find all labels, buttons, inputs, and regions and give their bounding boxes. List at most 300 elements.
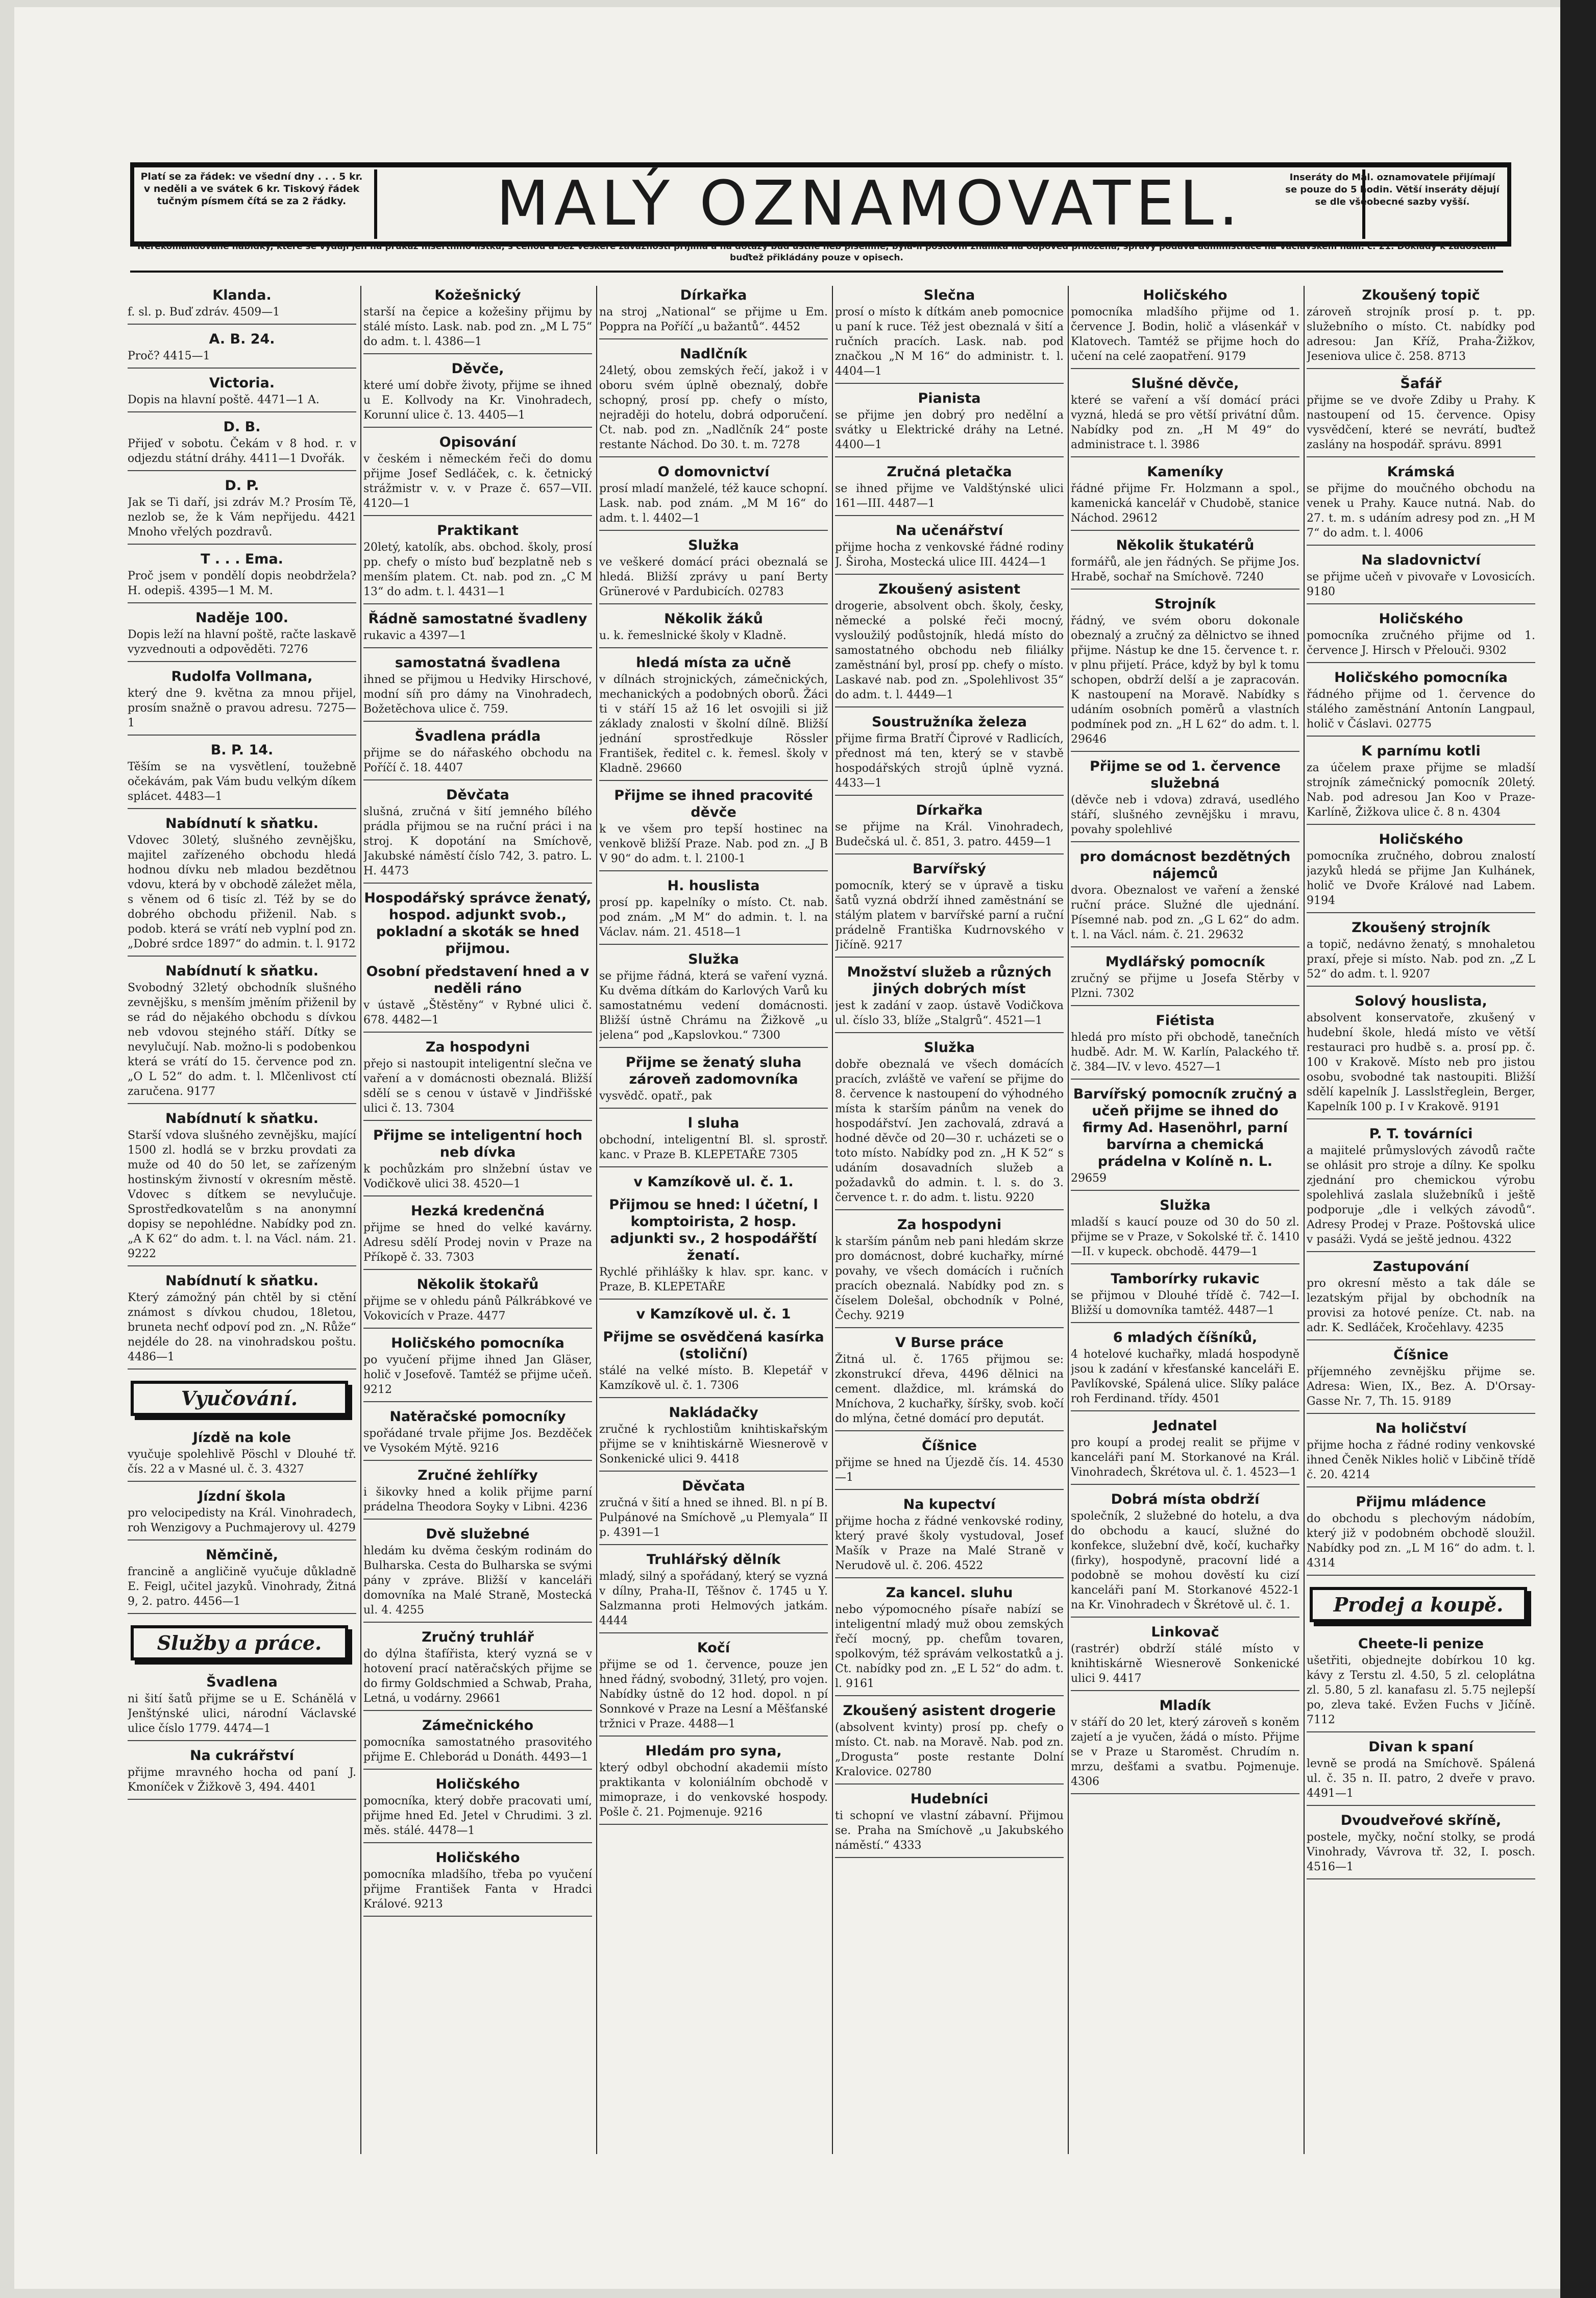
ad-heading: Nabídnutí k sňatku.	[165, 1111, 318, 1127]
ad-heading: v Kamzíkově ul. č. 1	[636, 1306, 791, 1322]
ad-text: (děvče neb i vdova) zdravá, usedlého stáří, slušného zevnějšku i mravu, povahy spolehlivé	[1071, 793, 1299, 842]
ad-heading: Holičského	[435, 1776, 520, 1792]
classified-ad	[1307, 610, 1535, 663]
ad-heading: Dírkařka	[916, 802, 983, 818]
ad-text: dvora. Obeznalost ve vaření a ženské ruční práce. Služné dle ujednání. Písemné nab. pod zn. „G L 62“ do adm. t. l. na Václ. nám. č. 21. 29632	[1071, 883, 1299, 947]
classified-ad	[599, 1329, 828, 1398]
ad-text: Žitná ul. č. 1765 přijmou se: zkonstrukcí dřeva, 4496 dělnici na cement. dlaždice, ml. krámská do Mníchova, 2 kuchařky, šíršky, svob. kočí do mlýna, četné domácí pro deputát.	[835, 1352, 1064, 1431]
ad-text: Svobodný 32letý obchodník slušného zevnějšku, s menším jměním přiženil by se rád do nějakého obchodu s dívkou neb vdovou stejného stáří. Dítky se nevylučují. Nab. možno-li s podobenkou která se vrátí do 15. července pod zn. „O L 52“ do adm. t. l. Mlčenlivost ctí zaručena. 9177	[128, 981, 356, 1104]
classified-ad	[128, 1488, 356, 1541]
ad-heading: Natěračské pomocníky	[389, 1409, 566, 1425]
ad-heading: Naděje 100.	[195, 610, 289, 626]
ad-heading: Několik štukatérů	[1116, 537, 1255, 553]
classified-ad	[1307, 1494, 1535, 1576]
ad-text: Starší vdova slušného zevnějšku, mající 1500 zl. hodlá se v brzku provdati za muže od 40 do 50 let, se zařízeným hostinským živností v okresním městě. Vdovec s dítkem se nevylučuje. Sprostředkovatelům s na anonymní dopisy se nepohlédne. Nabídky pod zn. „A K 62“ do adm. t. l. na Václ. nám. 21. 9222	[128, 1128, 356, 1266]
classified-ad	[1307, 1347, 1535, 1414]
classified-ad	[599, 537, 828, 604]
ad-heading: Tamborírky rukavic	[1111, 1271, 1260, 1287]
ad-heading: Několik žáků	[664, 611, 763, 627]
classified-ad	[835, 1039, 1064, 1210]
price-note: Platí se za řádek: ve všední dny . . . 5 kr. v neděli a ve svátek 6 kr. Tiskový řádek tučným písmem čítá se za 2 řádky.	[140, 171, 363, 207]
ad-text: které umí dobře životy, přijme se ihned u E. Kollvody na Kr. Vinohradech, Korunní ulice č. 13. 4405—1	[363, 378, 592, 428]
ad-text: f. sl. p. Buď zdráv. 4509—1	[128, 305, 356, 325]
ad-text: přijme se v ohledu pánů Pálkrábkové ve Vokovicích v Praze. 4477	[363, 1294, 592, 1329]
ad-text: řádné přijme Fr. Holzmann a spol., kamenická kancelář v Chudobě, stanice Náchod. 29612	[1071, 481, 1299, 531]
ad-heading: Nabídnutí k sňatku.	[165, 816, 318, 832]
ad-text: přijme se od 1. července, pouze jen hned řádný, svobodný, 31letý, pro vojen. Nabídky ústně do 12 hod. dopol. n pí Sonnkové v Praze na Lesní a Měšťanské tržnici v Praze. 4488—1	[599, 1657, 828, 1737]
ad-heading: P. T. továrníci	[1369, 1126, 1473, 1142]
classified-ad	[363, 787, 592, 884]
ad-heading: Jízdě na kole	[192, 1430, 291, 1446]
ad-column-5	[1071, 287, 1299, 2160]
classified-ad	[835, 802, 1064, 854]
classified-ad	[128, 287, 356, 325]
section-heading: Vyučování.	[131, 1381, 348, 1416]
column-divider	[360, 286, 361, 2154]
classified-ad	[363, 1717, 592, 1770]
classified-ad	[835, 714, 1064, 796]
section-heading: Prodej a koupě.	[1310, 1587, 1527, 1622]
ad-heading: Zručná pletačka	[887, 464, 1012, 480]
classified-ad	[1071, 375, 1299, 457]
ad-text: prosí o místo k dítkám aneb pomocnice u paní k ruce. Též jest obeznalá v šití a ručních pracích. Lask. nab. pod značkou „N M 16“ do administr. t. l. 4404—1	[835, 305, 1064, 384]
classified-ad	[1071, 1417, 1299, 1485]
ad-text: Přijeď v sobotu. Čekám v 8 hod. r. v odjezdu státní dráhy. 4411—1 Dvořák.	[128, 436, 356, 471]
ad-heading: Slušné děvče,	[1131, 376, 1239, 392]
ad-text: jest k zadání v zaop. ústavě Vodičkova ul. číslo 33, blíže „Stalgrů“. 4521—1	[835, 998, 1064, 1033]
ad-text: přijme hocha z řádné rodiny venkovské ihned Čeněk Nikles holič v Libčině třídě č. 20. 4214	[1307, 1438, 1535, 1487]
ad-heading: hledá místa za učně	[636, 655, 791, 671]
classified-ad	[1071, 1086, 1299, 1191]
classified-ad	[1071, 954, 1299, 1006]
ad-text: pomocníka zručného, dobrou znalostí jazyků hledá se přijme Jan Kulhánek, holič ve Dvoře Králové nad Labem. 9194	[1307, 849, 1535, 913]
classified-ad	[835, 287, 1064, 384]
classified-ad	[363, 654, 592, 722]
ad-text: Rychlé přihlášky k hlav. spr. kanc. v Praze, B. KLEPETAŘE	[599, 1265, 828, 1300]
ad-text: do obchodu s plechovým nádobím, který již v podobném obchodě sloužil. Nabídky pod zn. „L M 16“ do adm. t. l. 4314	[1307, 1511, 1535, 1576]
classified-ad	[835, 1584, 1064, 1696]
ad-heading: D. P.	[225, 478, 259, 494]
ad-heading: Zkoušený asistent	[878, 581, 1021, 597]
classified-ad	[128, 477, 356, 545]
classified-ad	[128, 375, 356, 412]
ad-heading: Krámská	[1387, 464, 1455, 480]
classified-ad	[1071, 1270, 1299, 1323]
ad-text: na stroj „National“ se přijme u Em. Poppra na Poříčí „u bažantů“. 4452	[599, 305, 828, 339]
ad-heading: V Burse práce	[895, 1335, 1004, 1351]
classified-ad	[835, 1496, 1064, 1578]
classified-ad	[363, 1408, 592, 1461]
ad-text: prosí pp. kapelníky o místo. Ct. nab. pod znám. „M M“ do admin. t. l. na Václav. nám. 21. 4518—1	[599, 895, 828, 945]
ad-text: přijme se ve dvoře Zdiby u Prahy. K nastoupení od 15. července. Opisy vysvědčení, které se nevrátí, buďtež zaslány na hospodář. správu. 8991	[1307, 393, 1535, 457]
ad-heading: Zkoušený strojník	[1352, 920, 1490, 936]
ad-column-4	[835, 287, 1064, 2160]
ad-text: v ústavě „Štěstěny“ v Rybné ulici č. 678. 4482—1	[363, 998, 592, 1033]
ad-text: řádný, ve svém oboru dokonale obeznalý a zručný za dělnictvo se ihned přijme. Nástup ke dne 15. července t. r. v plnu přijetí. Práce, když by byl k tomu schopen, obdrží delší a je zapracován. K nastoupení na Moravě. Nabídky s udáním osobních poměrů a vlastních podmínek pod zn. „H L 62“ do adm. t. l. 29646	[1071, 614, 1299, 752]
ad-heading: Truhlářský dělník	[646, 1552, 781, 1568]
ad-text: starší na čepice a kožešiny přijmu by stálé místo. Lask. nab. pod zn. „M L 75“ do adm. t. l. 4386—1	[363, 305, 592, 354]
ad-text: společník, 2 služebné do hotelu, a dva do obchodu a kaucí, služné do konfekce, služební dvě, kočí, kuchařky (firky), hospodyně, pracovní lidé a podobně se mohou dověstí ku cizí kanceláři paní M. Storkanové 4522-1 na Kr. Vinohradech v Škrétově ul. č. 1.	[1071, 1509, 1299, 1618]
classified-ad	[599, 951, 828, 1048]
classified-ad	[128, 331, 356, 369]
ad-heading: Zastupování	[1372, 1259, 1469, 1275]
ad-heading: A. B. 24.	[209, 331, 275, 347]
ad-text: 24letý, obou zemských řečí, jakož i v oboru svém úplně obeznalý, dobře schopný, prosí pp. chefy o místo, nejraději do hotelu, dobrá odporučení. Ct. nab. pod zn. „Nadlčník 24“ poste restante Náchod. Do 30. t. m. 7278	[599, 363, 828, 457]
ad-heading: Holičského	[435, 1850, 520, 1866]
ad-text: 4 hotelové kuchařky, mladá hospodyně jsou k zadání v křesťanské kanceláři E. Pavlíkovské, Spálená ulice. Slíky paláce roh Ferdinand. třídy. 4501	[1071, 1347, 1299, 1411]
ad-heading: Nadlčník	[680, 346, 747, 362]
ad-heading: Přijme se inteligentní hoch neb dívka	[373, 1128, 583, 1160]
classified-ad	[363, 1849, 592, 1917]
classified-ad	[363, 434, 592, 516]
classified-ad	[363, 1335, 592, 1402]
ad-heading: Slečna	[923, 287, 975, 303]
ad-text: (absolvent kvinty) prosí pp. chefy o místo. Ct. nab. na Moravě. Nab. pod zn. „Drogusta“ poste restante Dolní Kralovice. 02780	[835, 1720, 1064, 1784]
classified-ad	[835, 1437, 1064, 1490]
ad-heading: Švadlena	[206, 1674, 278, 1690]
ad-heading: T . . . Ema.	[201, 551, 283, 567]
classified-ad	[128, 668, 356, 736]
classified-ad	[599, 1478, 828, 1545]
classified-ad	[599, 654, 828, 781]
ad-heading: Barvířský	[913, 861, 986, 877]
ad-text: vysvědč. opatř., pak	[599, 1089, 828, 1109]
ad-heading: Dvoudveřové skříně,	[1340, 1813, 1502, 1828]
classified-ad	[835, 861, 1064, 958]
ad-heading: Na kupectví	[903, 1497, 996, 1512]
classified-ad	[363, 1467, 592, 1520]
ad-heading: Na učenářství	[895, 523, 1003, 539]
ad-heading: D. B.	[223, 419, 261, 435]
ad-text: řádného přijme od 1. července do stálého zaměstnání Antonín Langpaul, holič v Čáslavi. 02775	[1307, 687, 1535, 737]
classified-ad	[363, 963, 592, 1033]
column-divider	[1068, 286, 1069, 2154]
ad-heading: Jízdní škola	[198, 1488, 286, 1504]
ad-text: pro okresní město a tak dále se lezatským přijal by obchodník na provisi za hotové peníze. Ct. nab. na adr. K. Sedláček, Kročehlavy. 4235	[1307, 1276, 1535, 1340]
ad-heading: Hezká kredenčná	[410, 1203, 545, 1219]
ad-heading: Číšnice	[1393, 1347, 1448, 1363]
ad-text: spořádané trvale přijme Jos. Bezděček ve Vysokém Mýtě. 9216	[363, 1426, 592, 1461]
ad-text: stálé na velké místo. B. Klepetář v Kamzíkově ul. č. 1. 7306	[599, 1363, 828, 1398]
classified-ad	[1307, 1258, 1535, 1340]
ad-text: Dopis na hlavní poště. 4471—1 A.	[128, 393, 356, 412]
classified-ad	[363, 1276, 592, 1329]
classified-ad	[363, 522, 592, 604]
ad-heading: Holičského pomocníka	[391, 1335, 564, 1351]
ad-heading: samostatná švadlena	[395, 655, 561, 671]
ad-heading: Nabídnutí k sňatku.	[165, 1273, 318, 1289]
ad-text: formářů, ale jen řádných. Se přijme Jos. Hrabě, sochař na Smíchově. 7240	[1071, 555, 1299, 590]
ad-heading: Zručný truhlář	[422, 1629, 534, 1645]
ad-text: ni šití šatů přijme se u E. Schánělá v Jenštýnské ulici, národní Václavské ulice číslo 1779. 4474—1	[128, 1692, 356, 1741]
ad-heading: v Kamzíkově ul. č. 1.	[633, 1174, 794, 1190]
ad-text: ušetřiti, objednejte dobírkou 10 kg. kávy z Terstu zl. 4.50, 5 zl. celoplátna zl. 5.80, 5 zl. kanafasu zl. 5.75 nejlepší po, zleva také. Evžen Fuchs v Jičíně. 7112	[1307, 1653, 1535, 1732]
ad-text: se přijme řádná, která se vaření vyzná. Ku dvěma dítkám do Karlových Varů ku samostatnému vedení domácnosti. Bližší ústně Chrámu na Žižkově „u jelena“ pod „Kapslovkou.“ 7300	[599, 969, 828, 1048]
ad-text: levně se prodá na Smíchově. Spálená ul. č. 35 n. II. patro, 2 dveře v pravo. 4491—1	[1307, 1756, 1535, 1806]
classified-ad	[1307, 669, 1535, 737]
classified-ad	[1307, 375, 1535, 457]
classified-ad	[363, 610, 592, 648]
ad-text: přejo si nastoupit inteligentní slečna ve vaření a v domácnosti obeznalá. Bližší sdělí se s cenou v ústavě v Jindřišské ulici č. 13. 7304	[363, 1057, 592, 1121]
classified-ad	[128, 1547, 356, 1614]
ad-heading: Holičského	[1379, 832, 1463, 847]
classified-ad	[599, 1640, 828, 1737]
ad-heading: Kožešnický	[434, 287, 521, 303]
ad-heading: K parnímu kotli	[1361, 743, 1481, 759]
classified-ad	[599, 877, 828, 945]
classified-ad	[128, 1429, 356, 1482]
ad-heading: Opisování	[439, 434, 517, 450]
classified-ad	[128, 1674, 356, 1741]
ad-text: přijme hocha z řádné venkovské rodiny, který pravé školy vystudoval, Josef Mašík v Praze na Malé Straně v Nerudově ul. č. 206. 4522	[835, 1514, 1064, 1578]
classified-ad	[599, 1743, 828, 1825]
ad-text: pomocníka zručného přijme od 1. července J. Hirsch v Přelouči. 9302	[1307, 628, 1535, 663]
ad-text: pomocníka mladšího přijme od 1. července J. Bodin, holič a vlásenkář v Klatovech. Tamtéž se přijme hoch do učení na celé zaopatření. 9179	[1071, 305, 1299, 369]
ad-heading: Služka	[688, 951, 739, 967]
classified-ad	[128, 609, 356, 662]
ad-heading: Služka	[924, 1040, 975, 1056]
ad-heading: Victoria.	[209, 375, 275, 391]
ad-text: Proč? 4415—1	[128, 349, 356, 369]
ad-text: a majitelé průmyslových závodů račte se ohlásit pro stroje a dílny. Ke spolku zjednání pro chemickou výrobu spolehlivá zaslala služebníků i ještě podporuje „dle i velkých závodů“. Adresy Prodej v Praze. Poštovská ulice v pasáži. Vydá se ještě jednou. 4322	[1307, 1143, 1535, 1252]
ad-text: se přijmou v Dlouhé třídě č. 742—I. Bližší u domovníka tamtéž. 4487—1	[1071, 1288, 1299, 1323]
column-divider	[596, 286, 597, 2154]
ad-text: postele, myčky, noční stolky, se prodá Vinohrady, Vávrova tř. 32, I. posch. 4516—1	[1307, 1830, 1535, 1879]
ad-heading: Nakládačky	[669, 1405, 758, 1421]
classified-ad	[599, 346, 828, 457]
classified-ad	[1071, 848, 1299, 947]
ad-heading: Cheete-li penize	[1358, 1636, 1484, 1652]
ad-heading: Kočí	[697, 1640, 730, 1656]
ad-heading: Za hospodyni	[425, 1039, 530, 1055]
ad-heading: Několik štokařů	[416, 1277, 539, 1292]
ad-text: Proč jsem v pondělí dopis neobdržela? H. odepiš. 4395—1 M. M.	[128, 569, 356, 603]
ad-heading: Za kancel. sluhu	[886, 1585, 1013, 1601]
classified-ad	[835, 463, 1064, 516]
ad-text: k ve všem pro tepší hostinec na venkově bližší Praze. Nab. pod zn. „J B V 90“ do adm. t. l. 2100-1	[599, 822, 828, 871]
ad-heading: Přijme se ihned pracovité děvče	[614, 788, 813, 820]
ad-text: v dílnách strojnických, zámečnických, mechanických a podobných oborů. Žáci ti v stáří 15 až 16 let osvojili si již základy znalosti v školní dílně. Bližší jednání sprostředkuje Rössler František, ředitel c. k. řemesl. školy v Kladně. 29660	[599, 672, 828, 781]
classified-ad	[363, 1629, 592, 1711]
ad-text: přijme firma Bratří Čiprové v Radlicích, přednost má ten, který se v stavbě hospodářských strojů úplně vyzná. 4433—1	[835, 731, 1064, 796]
ad-heading: 6 mladých číšníků,	[1113, 1330, 1258, 1346]
classified-ad	[599, 1054, 828, 1109]
classified-ad	[1071, 596, 1299, 752]
ad-heading: Němčině,	[205, 1547, 279, 1563]
classified-ad	[1307, 552, 1535, 604]
ad-heading: Solový houslista,	[1355, 993, 1487, 1009]
ad-text: pomocníka samostatného prasovitého přijme E. Chleborád u Donáth. 4493—1	[363, 1735, 592, 1770]
ad-heading: l sluha	[687, 1115, 740, 1131]
ad-text: Dopis leží na hlavní poště, račte laskavě vyzvednouti a odpověděti. 7276	[128, 627, 356, 662]
ad-text: pomocníka mladšího, třeba po vyučení přijme František Fanta v Hradci Králové. 9213	[363, 1867, 592, 1917]
classified-ad	[599, 1404, 828, 1472]
classified-ad	[599, 1306, 828, 1323]
ad-heading: Děvče,	[451, 361, 504, 377]
classified-ad	[363, 1039, 592, 1121]
ad-text: v stáří do 20 let, který zároveň s koněm zajetí a je vyučen, žádá o místo. Přijme se v Praze u Staroměst. Chrudím n. mrzu, dešťami a svatbu. Pojmenuje. 4306	[1071, 1715, 1299, 1794]
classified-ad	[599, 1115, 828, 1167]
ad-text: 20letý, katolík, abs. obchod. školy, prosí pp. chefy o místo buď bezplatně neb s menším platem. Ct. nab. pod zn. „C M 13“ do adm. t. l. 4431—1	[363, 540, 592, 604]
ad-heading: Dírkařka	[680, 287, 747, 303]
ad-text: přijme mravného hocha od paní J. Kmoníček v Žižkově 3, 494. 4401	[128, 1765, 356, 1800]
ad-text: pro koupí a prodej realit se přijme v kanceláři paní M. Storkanové na Král. Vinohradech, Škrétova ul. č. 1. 4523—1	[1071, 1435, 1299, 1485]
scan-edge	[1560, 0, 1596, 2298]
ad-heading: Přijmu mládence	[1356, 1494, 1486, 1510]
ad-heading: Řádně samostatné švadleny	[368, 611, 587, 627]
classified-ad	[1307, 831, 1535, 913]
classified-ad	[599, 463, 828, 531]
ad-text: po vyučení přijme ihned Jan Gläser, holič v Josefově. Tamtéž se přijme učeň. 9212	[363, 1353, 592, 1402]
ad-heading: Osobní představení hned a v neděli ráno	[366, 964, 590, 996]
ad-heading: Služka	[1160, 1197, 1211, 1213]
ad-text: nebo výpomocného písaře nabízí se inteligentní mladý muž obou zemských řečí mocný, pp. chefům tovaren, spolkovým, též správám velkostatků a j. Ct. nabídky pod zn. „E L 52“ do adm. t. l. 9161	[835, 1602, 1064, 1696]
classified-ad	[1307, 1812, 1535, 1879]
ad-text: zručné k rychlostiům knihtiskařským přijme se v knihtiskárně Wiesnerově v Sonkenické ulici 9. 4418	[599, 1422, 828, 1472]
classified-ad	[1071, 1491, 1299, 1618]
classified-ad	[1307, 1126, 1535, 1252]
ad-heading: Nabídnutí k sňatku.	[165, 963, 318, 979]
classified-ad	[1307, 993, 1535, 1119]
classified-ad	[363, 1127, 592, 1196]
classified-ad	[835, 1216, 1064, 1328]
ad-text: se přijme do moučného obchodu na venek u Prahy. Kauce nutná. Nab. do 27. t. m. s udáním adresy pod zn. „H M 7“ do adm. t. l. 4006	[1307, 481, 1535, 546]
ad-heading: Klanda.	[212, 287, 272, 303]
ad-heading: Číšnice	[922, 1438, 977, 1454]
classified-ad	[128, 1110, 356, 1266]
ad-column-1	[128, 287, 356, 2160]
classified-ad	[599, 610, 828, 648]
ad-heading: Fiétista	[1156, 1013, 1215, 1029]
classified-ad	[835, 1702, 1064, 1784]
ad-text: pomocník, který se v úpravě a tisku šatů vyzná obdrží ihned zaměstnání se stálým platem v barvířské parní a ruční prádelně Františka Kudrnovského v Jičíně. 9217	[835, 878, 1064, 958]
ad-heading: Pianista	[918, 390, 981, 406]
ad-text: rukavic a 4397—1	[363, 628, 592, 648]
classified-ad	[1071, 463, 1299, 531]
classified-ad	[1071, 287, 1299, 369]
classified-ad	[1071, 537, 1299, 590]
ad-heading: B. P. 14.	[210, 742, 274, 758]
section-heading: Služby a práce.	[131, 1625, 348, 1660]
ad-text: a topič, nedávno ženatý, s mnohaletou praxí, přeje si místo. Nab. pod zn. „Z L 52“ do adm. t. l. 9207	[1307, 937, 1535, 987]
classified-ad	[599, 1174, 828, 1190]
ad-heading: Linkovač	[1151, 1624, 1219, 1640]
classified-ad	[835, 1791, 1064, 1858]
ad-heading: Zručné žehlířky	[418, 1468, 538, 1483]
ad-text: (rastrér) obdrží stálé místo v knihtiskárně Wiesnerově Sonkenické ulici 9. 4417	[1071, 1642, 1299, 1691]
ad-heading: Holičského	[1379, 611, 1463, 627]
classified-ad	[1071, 1697, 1299, 1794]
ad-text: mladší s kaucí pouze od 30 do 50 zl. přijme se v Praze, v Sokolské tř. č. 1410—II. v kupeck. obchodě. 4479—1	[1071, 1215, 1299, 1264]
ad-text: vyučuje spolehlivě Pöschl v Dlouhé tř. čís. 22 a v Masné ul. č. 3. 4327	[128, 1447, 356, 1482]
ad-text: pro velocipedisty na Král. Vinohradech, roh Wenzigovy a Puchmajerovy ul. 4279	[128, 1506, 356, 1541]
ad-heading: H. houslista	[667, 878, 760, 894]
ad-text: zručný se přijme u Josefa Stěrby v Plzni. 7302	[1071, 971, 1299, 1006]
classified-ad	[128, 551, 356, 603]
ad-text: se přijme učeň v pivovaře v Lovosicích. 9180	[1307, 570, 1535, 604]
column-divider	[1304, 286, 1305, 2154]
classified-ad	[599, 1196, 828, 1300]
ad-text: ti schopní ve vlastní zábavní. Přijmou se. Praha na Smíchově „u Jakubského náměstí.“ 4333	[835, 1808, 1064, 1858]
ad-text: který dne 9. května za mnou přijel, prosím snažně o pravou adresu. 7275—1	[128, 686, 356, 736]
ad-text: který odbyl obchodní akademii místo praktikanta v koloniálním obchodě v mimopraze, i do venkovské hospody. Pošle č. 21. Pojmenuje. 9216	[599, 1761, 828, 1825]
ad-text: které se vaření a vší domácí práci vyzná, hledá se pro větší privátní dům. Nabídky pod zn. „H M 49“ do administrace t. l. 3986	[1071, 393, 1299, 457]
classified-ad	[363, 890, 592, 957]
classified-ad	[1307, 919, 1535, 987]
classified-ad	[835, 390, 1064, 457]
ad-column-2	[363, 287, 592, 2160]
ad-text: se ihned přijme ve Valdštýnské ulici 161—III. 4487—1	[835, 481, 1064, 516]
ad-text: ihned se přijmou u Hedviky Hirschové, modní síň pro dámy na Vinohradech, Božetěchova ulice č. 759.	[363, 672, 592, 722]
classified-ad	[1071, 1624, 1299, 1691]
ad-text: zručná v šití a hned se ihned. Bl. n pí B. Pulpánové na Smíchově „u Plemyala“ II p. 4391—1	[599, 1496, 828, 1545]
ad-heading: Dobrá místa obdrží	[1111, 1492, 1260, 1507]
ad-text: 29659	[1071, 1171, 1299, 1191]
ad-heading: Přijmou se hned: l účetní, l komptoirista, 2 hosp. adjunkti sv., 2 hospodářští ženatí.	[609, 1197, 818, 1263]
classified-ad	[1307, 287, 1535, 369]
insertion-note: Inseráty do Mal. oznamovatele přijímají se pouze do 5 hodin. Větší inseráty dějují se dle všeobecné sazby vyšší.	[1285, 172, 1500, 207]
ad-heading: Strojník	[1155, 596, 1216, 612]
ad-heading: pro domácnost bezdětných nájemců	[1079, 849, 1291, 882]
ad-heading: Mladík	[1159, 1698, 1211, 1714]
ad-text: přijme se hned do velké kavárny. Adresu sdělí Prodej novin v Praze na Příkopě č. 33. 7303	[363, 1220, 592, 1270]
classified-ad	[1307, 1739, 1535, 1806]
ad-text: ve veškeré domácí práci obeznalá se hledá. Bližší zprávy u paní Berty Grünerové v Pardubicích. 02783	[599, 555, 828, 604]
ad-text: Jak se Ti daří, jsi zdráv M.? Prosím Tě, nezlob se, že k Vám nepřijedu. 4421 Mnoho vřelých pozdravů.	[128, 495, 356, 545]
classified-ad	[1307, 1635, 1535, 1732]
ad-heading: Děvčata	[446, 787, 509, 803]
ad-text: dobře obeznalá ve všech domácích pracích, zvláště ve vaření se přijme do 8. července k nastoupení do výhodného místa k starším pánům na venek do hospodářství. Jen zachovalá, zdravá a hodné děvče od 20—30 r. ucházeti se o toto místo. Nabídky pod zn. „H K 52“ s udáním dosavadních služeb a požadavků do admin. t. l. s. do 3. července t. r. do adm. t. listu. 9220	[835, 1057, 1064, 1210]
page-title: MALÝ OZNAMOVATEL.	[374, 169, 1365, 239]
ad-heading: Holičského	[1143, 287, 1227, 303]
classified-ad	[363, 1526, 592, 1623]
ad-heading: Šafář	[1400, 376, 1442, 392]
ad-heading: Švadlena prádla	[414, 728, 541, 744]
ad-heading: Praktikant	[437, 523, 519, 539]
ad-text: prosí mladí manželé, též kauce schopní. Lask. nab. pod znám. „M M 16“ do adm. t. l. 4402—1	[599, 481, 828, 531]
ad-text: francině a angličině vyučuje důkladně E. Feigl, učitel jazyků. Vinohrady, Žitná 9, 2. patro. 4456—1	[128, 1564, 356, 1614]
ad-heading: Barvířský pomocník zručný a učeň přijme se ihned do firmy Ad. Hasenöhrl, parní barvírna a chemická prádelna v Kolíně n. L.	[1073, 1086, 1297, 1169]
classified-ad	[1071, 758, 1299, 842]
classified-ad	[128, 1747, 356, 1800]
classified-ad	[128, 1273, 356, 1370]
classified-ad	[128, 419, 356, 471]
ad-text: hledá pro místo při obchodě, tanečních hudbě. Adr. M. W. Karlín, Palackého tř. č. 384—IV. v levo. 4527—1	[1071, 1030, 1299, 1080]
classified-ad	[363, 1203, 592, 1270]
ad-text: za účelem praxe přijme se mladší strojník zámečnický pomocník 20letý. Nab. pod adresou Jan Koo v Praze-Karlíně, Žižkova ulice č. 8 n. 4304	[1307, 761, 1535, 825]
classified-ad	[1071, 1329, 1299, 1411]
ad-text: pomocníka, který dobře pracovati umí, přijme hned Ed. Jetel v Chrudimi. 3 zl. měs. stálé. 4478—1	[363, 1794, 592, 1843]
ad-heading: Na sladovnictví	[1361, 552, 1481, 568]
classified-ad	[835, 964, 1064, 1033]
ad-heading: Jednatel	[1153, 1418, 1217, 1434]
ad-text: k pochůzkám pro slnžební ústav ve Vodičkově ulici 38. 4520—1	[363, 1162, 592, 1196]
ad-heading: Zámečnického	[422, 1718, 534, 1733]
classified-ad	[128, 815, 356, 957]
ad-text: k starším pánům neb pani hledám skrze pro domácnost, dobré kuchařky, mírné povahy, ve všech domácích i ručních pracích obeznalá. Nabídky pod zn. s číselem Dolešal, obchodník v Polné, Čechy. 9219	[835, 1234, 1064, 1328]
ad-heading: Na holičství	[1375, 1421, 1467, 1436]
ad-text: příjemného zevnějšku přijme se. Adresa: Wien, IX., Bez. A. D'Orsay-Gasse Nr. 7, Th. 15. 9189	[1307, 1364, 1535, 1414]
ad-heading: Hudebníci	[910, 1791, 989, 1807]
classified-ad	[835, 522, 1064, 575]
classified-ad	[599, 287, 828, 339]
ad-heading: Za hospodyni	[897, 1217, 1002, 1233]
classified-ad	[1307, 1420, 1535, 1487]
ad-heading: Na cukrářství	[189, 1748, 294, 1764]
ad-text: přijme se do nářaského obchodu na Poříčí č. 18. 4407	[363, 746, 592, 780]
header-rule	[130, 271, 1503, 273]
ad-heading: Divan k spaní	[1368, 1739, 1474, 1755]
